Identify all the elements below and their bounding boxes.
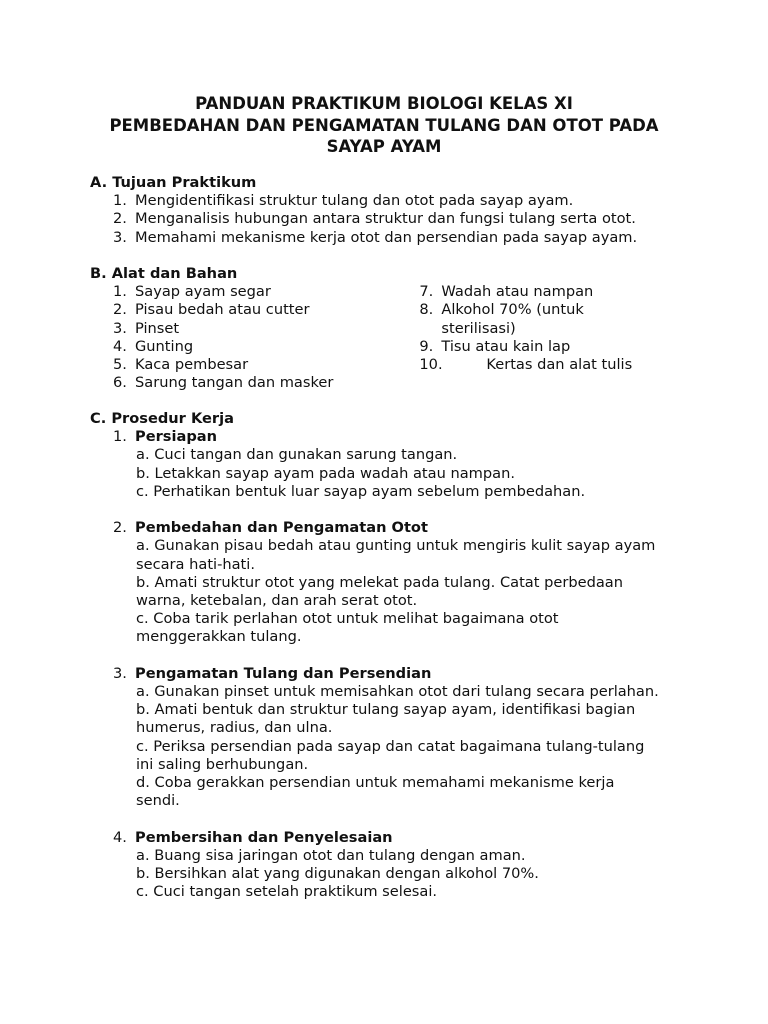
list-item: 2. Pisau bedah atau cutter: [113, 301, 310, 319]
step-title: 4. Pembersihan dan Penyelesaian: [113, 828, 393, 846]
section-heading: C. Prosedur Kerja: [90, 410, 234, 427]
step-line: sendi.: [136, 792, 180, 810]
step-title: 1. Persiapan: [113, 428, 218, 446]
step-line: c. Perhatikan bentuk luar sayap ayam sebelum pembedahan.: [136, 482, 586, 500]
list-item: 5. Kaca pembesar: [113, 356, 249, 374]
step-line: c. Coba tarik perlahan otot untuk melihat bagaimana otot: [136, 610, 559, 628]
step-line: humerus, radius, dan ulna.: [136, 719, 333, 737]
step-line: b. Letakkan sayap ayam pada wadah atau nampan.: [136, 464, 515, 482]
step-line: a. Cuci tangan dan gunakan sarung tangan.: [136, 446, 458, 464]
step-line: warna, ketebalan, dan arah serat otot.: [136, 592, 418, 610]
step-line: b. Amati bentuk dan struktur tulang sayap ayam, identifikasi bagian: [136, 701, 636, 719]
list-right-column: [419, 283, 710, 392]
list-item: 3. Memahami mekanisme kerja otot dan persendian pada sayap ayam.: [113, 228, 638, 246]
list-item: 1. Mengidentifikasi struktur tulang dan otot pada sayap ayam.: [113, 192, 574, 210]
step-title: 3. Pengamatan Tulang dan Persendian: [113, 664, 432, 682]
list-left-column: [90, 283, 419, 392]
list-item: 9. Tisu atau kain lap: [419, 337, 571, 355]
title-line-1: PANDUAN PRAKTIKUM BIOLOGI KELAS XI: [195, 94, 573, 113]
step-title: 2. Pembedahan dan Pengamatan Otot: [113, 519, 428, 537]
section-prosedur: [90, 410, 710, 901]
step-line: a. Gunakan pinset untuk memisahkan otot dari tulang secara perlahan.: [136, 683, 659, 701]
step-line: c. Cuci tangan setelah praktikum selesai.: [136, 883, 438, 901]
list-item: 1. Sayap ayam segar: [113, 283, 271, 301]
two-column-list: [90, 283, 710, 392]
section-tujuan: [90, 174, 710, 247]
step-line: d. Coba gerakkan persendian untuk memahami mekanisme kerja: [136, 774, 615, 792]
step-line: ini saling berhubungan.: [136, 755, 309, 773]
list-item: 2. Menganalisis hubungan antara struktur dan fungsi tulang serta otot.: [113, 210, 636, 228]
step-line: b. Bersihkan alat yang digunakan dengan alkohol 70%.: [136, 865, 539, 883]
step-line: a. Buang sisa jaringan otot dan tulang dengan aman.: [136, 846, 526, 864]
list-item: 4. Gunting: [113, 337, 194, 355]
section-alat-bahan: [90, 265, 710, 392]
section-heading: A. Tujuan Praktikum: [90, 174, 257, 191]
step-line: a. Gunakan pisau bedah atau gunting untuk mengiris kulit sayap ayam: [136, 537, 656, 555]
list-item: 6. Sarung tangan dan masker: [113, 374, 334, 392]
list-item: 10. Kertas dan alat tulis: [419, 356, 633, 374]
list-item-continuation: sterilisasi): [441, 319, 516, 337]
list-item: 3. Pinset: [113, 319, 180, 337]
step-line: menggerakkan tulang.: [136, 628, 302, 646]
title-line-3: SAYAP AYAM: [326, 137, 442, 156]
document-title: [80, 93, 688, 158]
step-line: c. Periksa persendian pada sayap dan catat bagaimana tulang-tulang: [136, 737, 645, 755]
section-heading: B. Alat dan Bahan: [90, 265, 238, 282]
list-item: 8. Alkohol 70% (untuk: [419, 301, 584, 319]
title-line-2: PEMBEDAHAN DAN PENGAMATAN TULANG DAN OTOT PADA: [109, 115, 659, 135]
step-line: b. Amati struktur otot yang melekat pada tulang. Catat perbedaan: [136, 573, 623, 591]
list-item: 7. Wadah atau nampan: [419, 283, 594, 301]
step-line: secara hati-hati.: [136, 555, 255, 573]
